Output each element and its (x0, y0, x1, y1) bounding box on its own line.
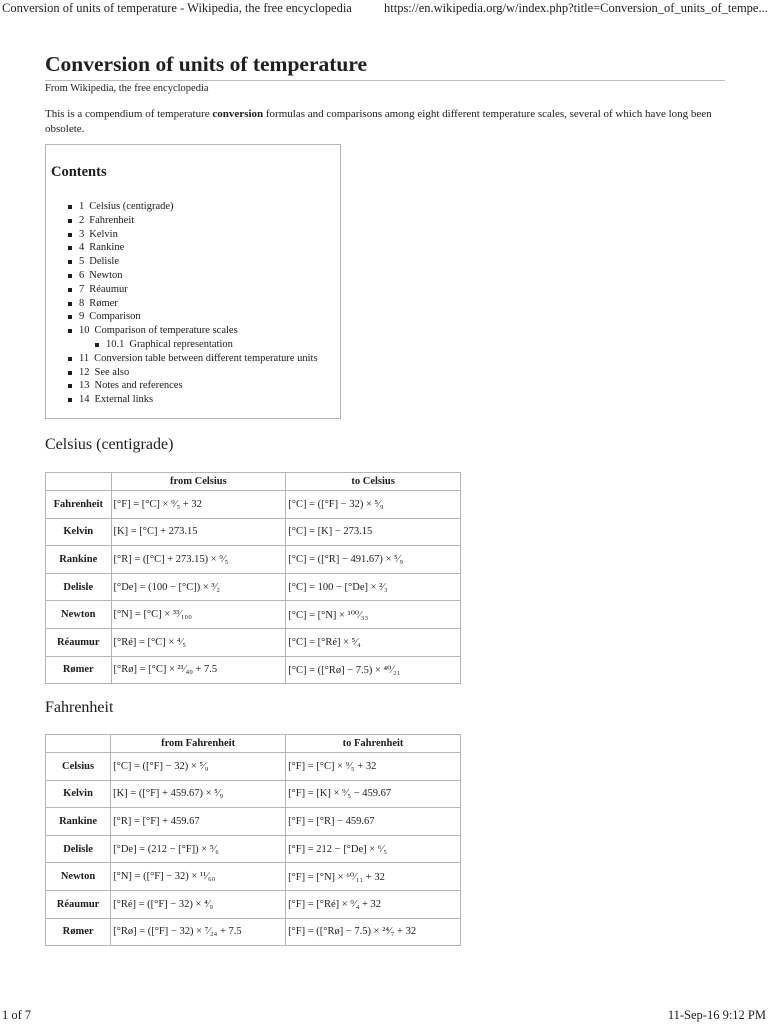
toc-number: 3 (79, 228, 85, 240)
table-row (46, 656, 461, 684)
formula-to: [°F] = [K] × ⁹⁄₅ − 459.67 (286, 780, 461, 808)
formula-to: [°C] = ([°R] − 491.67) × ⁵⁄₉ (286, 546, 461, 574)
row-header-scale: Rømer (46, 918, 111, 946)
table-corner-cell (46, 735, 111, 753)
formula-from: [K] = ([°F] + 459.67) × ⁵⁄₉ (111, 780, 286, 808)
table-row (46, 628, 461, 656)
toc-label: Comparison of temperature scales (94, 325, 238, 337)
formula-from: [°C] = ([°F] − 32) × ⁵⁄₉ (111, 753, 286, 781)
print-header (0, 0, 768, 18)
print-datetime: 11-Sep-16 9:12 PM (667, 1008, 766, 1022)
toc-title: Contents (51, 164, 107, 180)
toc-number: 4 (79, 242, 85, 254)
formula-to: [°F] = ([°Rø] − 7.5) × ²⁴⁄₇ + 32 (286, 918, 461, 946)
page-title: Conversion of units of temperature (45, 50, 725, 81)
toc-label: Newton (89, 269, 123, 281)
formula-to: [°C] = ([°Rø] − 7.5) × ⁴⁰⁄₂₁ (286, 656, 461, 684)
toc-number: 11 (79, 352, 90, 364)
table-row (46, 753, 461, 781)
toc-item-conversion-table[interactable] (68, 352, 318, 366)
table-row (46, 808, 461, 836)
toc-item-see-also[interactable] (68, 366, 318, 380)
toc-number: 8 (79, 297, 85, 309)
toc-item-rankine[interactable] (68, 241, 318, 255)
formula-to: [°F] = 212 − [°De] × ⁶⁄₅ (286, 835, 461, 863)
print-header-url: https://en.wikipedia.org/w/index.php?title=Conversion_of_units_of_tempe... (384, 1, 768, 15)
toc-label: Conversion table between different temperature units (94, 352, 318, 364)
formula-from: [°N] = [°C] × ³³⁄₁₀₀ (111, 601, 286, 629)
row-header-scale: Fahrenheit (46, 491, 112, 519)
toc-label: Fahrenheit (89, 214, 135, 226)
toc-list (68, 200, 318, 407)
toc-label: Notes and references (94, 380, 183, 392)
formula-from: [K] = [°C] + 273.15 (111, 518, 286, 546)
formula-from: [°Ré] = [°C] × ⁴⁄₅ (111, 628, 286, 656)
toc-label: Graphical representation (129, 338, 233, 350)
article-content (45, 50, 725, 938)
section-heading-celsius: Celsius (centigrade) (45, 436, 174, 453)
toc-label: Celsius (centigrade) (89, 201, 174, 212)
toc-label: External links (94, 394, 154, 406)
formula-to: [°F] = [°Ré] × ⁹⁄₄ + 32 (286, 890, 461, 918)
toc-number: 2 (79, 214, 85, 226)
celsius-conversion-table (45, 472, 461, 684)
formula-to: [°F] = [°N] × ⁶⁰⁄₁₁ + 32 (286, 863, 461, 891)
fahrenheit-conversion-table (45, 734, 461, 946)
toc-item-romer[interactable] (68, 297, 318, 311)
toc-item-notes-and-references[interactable] (68, 379, 318, 393)
table-row (46, 863, 461, 891)
row-header-scale: Rankine (46, 546, 112, 574)
toc-number: 5 (79, 256, 85, 268)
formula-to: [°C] = [K] − 273.15 (286, 518, 461, 546)
toc-number: 14 (79, 394, 90, 406)
toc-label: Réaumur (89, 283, 128, 295)
formula-to: [°C] = ([°F] − 32) × ⁵⁄₉ (286, 491, 461, 519)
toc-item-comparison-of-scales[interactable] (68, 324, 318, 338)
formula-from: [°F] = [°C] × ⁹⁄₅ + 32 (111, 491, 286, 519)
toc-item-delisle[interactable] (68, 255, 318, 269)
toc-item-external-links[interactable] (68, 393, 318, 407)
toc-label: Comparison (89, 311, 141, 323)
toc-number: 7 (79, 283, 85, 295)
row-header-scale: Rankine (46, 808, 111, 836)
column-header-from: from Celsius (111, 473, 286, 491)
table-row (46, 835, 461, 863)
formula-from: [°Ré] = ([°F] − 32) × ⁴⁄₉ (111, 890, 286, 918)
table-of-contents (45, 144, 341, 419)
formula-from: [°De] = (100 − [°C]) × ³⁄₂ (111, 573, 286, 601)
toc-item-graphical-representation[interactable] (68, 338, 318, 352)
site-subtitle: From Wikipedia, the free encyclopedia (45, 83, 209, 94)
toc-label: Kelvin (89, 228, 118, 240)
row-header-scale: Réaumur (46, 890, 111, 918)
toc-item-fahrenheit[interactable] (68, 214, 318, 228)
toc-label: Rankine (89, 242, 125, 254)
toc-number: 9 (79, 311, 85, 323)
formula-to: [°F] = [°C] × ⁹⁄₅ + 32 (286, 753, 461, 781)
table-row (46, 780, 461, 808)
formula-from: [°R] = [°F] + 459.67 (111, 808, 286, 836)
toc-number: 1 (79, 201, 85, 212)
formula-to: [°C] = 100 − [°De] × ²⁄₃ (286, 573, 461, 601)
section-heading-fahrenheit: Fahrenheit (45, 699, 114, 716)
formula-to: [°F] = [°R] − 459.67 (286, 808, 461, 836)
formula-from: [°N] = ([°F] − 32) × ¹¹⁄₆₀ (111, 863, 286, 891)
formula-to: [°C] = [°Ré] × ⁵⁄₄ (286, 628, 461, 656)
formula-from: [°R] = ([°C] + 273.15) × ⁹⁄₅ (111, 546, 286, 574)
formula-from: [°De] = (212 − [°F]) × ⁵⁄₆ (111, 835, 286, 863)
toc-number: 10.1 (106, 338, 125, 350)
toc-number: 13 (79, 380, 90, 392)
column-header-from: from Fahrenheit (111, 735, 286, 753)
toc-item-kelvin[interactable] (68, 228, 318, 242)
intro-paragraph (45, 107, 717, 137)
table-row (46, 918, 461, 946)
row-header-scale: Delisle (46, 835, 111, 863)
table-row (46, 518, 461, 546)
print-header-title: Conversion of units of temperature - Wikipedia, the free encyclopedia (2, 1, 352, 15)
row-header-scale: Rømer (46, 656, 112, 684)
toc-number: 10 (79, 325, 90, 337)
row-header-scale: Newton (46, 601, 112, 629)
row-header-scale: Kelvin (46, 518, 112, 546)
table-row (46, 890, 461, 918)
table-row (46, 491, 461, 519)
formula-to: [°C] = [°N] × ¹⁰⁰⁄₃₃ (286, 601, 461, 629)
column-header-to: to Fahrenheit (286, 735, 461, 753)
row-header-scale: Réaumur (46, 628, 112, 656)
column-header-to: to Celsius (286, 473, 461, 491)
toc-item-comparison[interactable] (68, 310, 318, 324)
conversion-link[interactable]: conversion (212, 108, 264, 120)
table-row (46, 601, 461, 629)
toc-item-reaumur[interactable] (68, 283, 318, 297)
intro-text-end: formulas and comparisons among eight different temperature scales, several of which have long been obsolete. (45, 108, 712, 135)
table-row (46, 546, 461, 574)
formula-from: [°Rø] = ([°F] − 32) × ⁷⁄₂₄ + 7.5 (111, 918, 286, 946)
toc-label: Rømer (89, 297, 118, 309)
row-header-scale: Newton (46, 863, 111, 891)
toc-item-celsius[interactable] (68, 200, 318, 214)
toc-label: Delisle (89, 256, 119, 268)
table-corner-cell (46, 473, 112, 491)
toc-number: 12 (79, 366, 90, 378)
toc-label: See also (94, 366, 130, 378)
row-header-scale: Kelvin (46, 780, 111, 808)
toc-item-newton[interactable] (68, 269, 318, 283)
toc-number: 6 (79, 269, 85, 281)
print-footer (0, 1007, 768, 1025)
row-header-scale: Celsius (46, 753, 111, 781)
table-row (46, 573, 461, 601)
formula-from: [°Rø] = [°C] × ²¹⁄₄₀ + 7.5 (111, 656, 286, 684)
row-header-scale: Delisle (46, 573, 112, 601)
page-number: 1 of 7 (2, 1008, 32, 1022)
intro-text-start: This is a compendium of temperature (45, 108, 213, 120)
